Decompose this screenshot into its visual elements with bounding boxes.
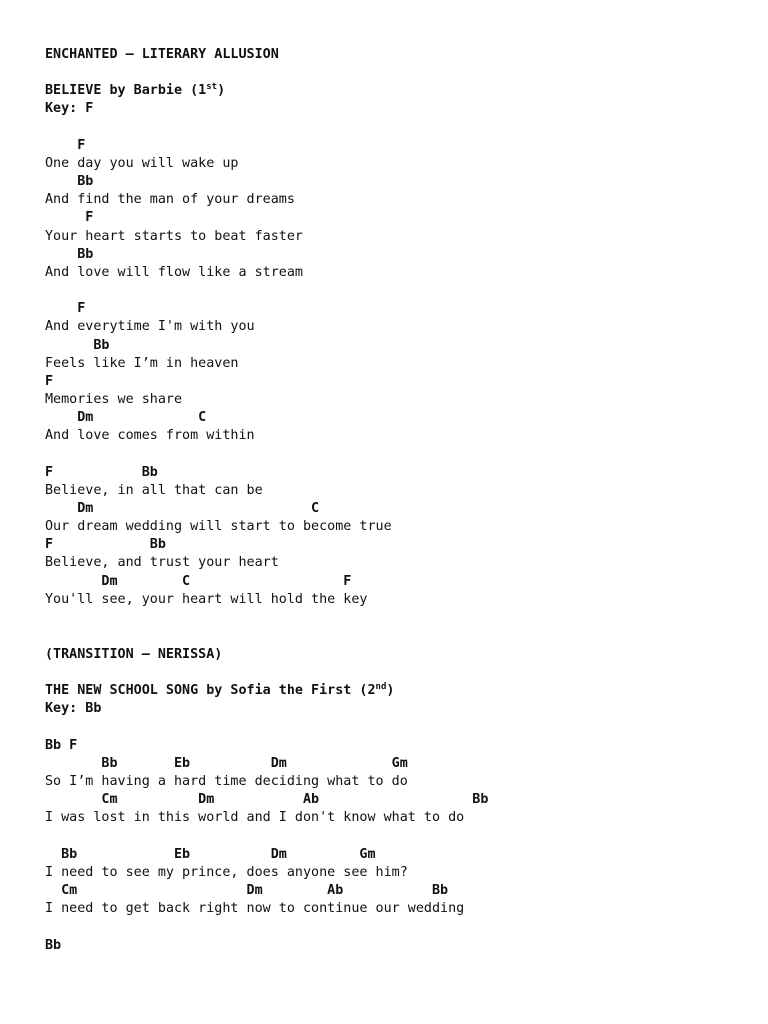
chord-line: F bbox=[45, 210, 94, 225]
chord-line: Bb bbox=[45, 938, 62, 953]
song2-title-ordinal: nd bbox=[375, 682, 387, 692]
lyric-line: And love will flow like a stream bbox=[45, 265, 303, 280]
chord-line: Cm Dm Ab Bb bbox=[45, 883, 449, 898]
lyric-line: You'll see, your heart will hold the key bbox=[45, 592, 368, 607]
lyric-line: And find the man of your dreams bbox=[45, 192, 295, 207]
lyric-line: One day you will wake up bbox=[45, 156, 239, 171]
lyric-line: So I’m having a hard time deciding what to do bbox=[45, 774, 408, 789]
lyric-line: I need to get back right now to continue our wedding bbox=[45, 901, 465, 916]
lyric-line: Believe, in all that can be bbox=[45, 483, 263, 498]
transition-note: (TRANSITION – NERISSA) bbox=[45, 647, 223, 662]
chord-line: Bb bbox=[45, 174, 94, 189]
lyric-line: Memories we share bbox=[45, 392, 183, 407]
document-heading: ENCHANTED – LITERARY ALLUSION bbox=[45, 47, 279, 62]
song1-key: Key: F bbox=[45, 101, 94, 116]
chord-line: F Bb bbox=[45, 465, 158, 480]
song2-title bbox=[45, 682, 394, 700]
chord-line: Bb bbox=[45, 338, 110, 353]
lyric-line: And everytime I'm with you bbox=[45, 319, 255, 334]
song1-title-close: ) bbox=[217, 83, 226, 98]
chord-line: Bb bbox=[45, 247, 94, 262]
song2-title-close: ) bbox=[386, 683, 395, 698]
chord-line: Bb F bbox=[45, 738, 78, 753]
lyric-line: Believe, and trust your heart bbox=[45, 555, 279, 570]
song1-title-ordinal: st bbox=[206, 82, 218, 92]
chord-line: Cm Dm Ab Bb bbox=[45, 792, 489, 807]
song1-title-text: BELIEVE by Barbie (1 bbox=[45, 83, 207, 98]
chord-line: Bb Eb Dm Gm bbox=[45, 756, 408, 771]
song2-key: Key: Bb bbox=[45, 701, 102, 716]
lyric-line: Our dream wedding will start to become true bbox=[45, 519, 392, 534]
lyric-line: I need to see my prince, does anyone see him? bbox=[45, 865, 408, 880]
chord-line: Bb Eb Dm Gm bbox=[45, 847, 376, 862]
song1-title bbox=[45, 82, 225, 100]
lyric-line: I was lost in this world and I don't know what to do bbox=[45, 810, 465, 825]
chord-line: F bbox=[45, 301, 86, 316]
song2-title-text: THE NEW SCHOOL SONG by Sofia the First (2 bbox=[45, 683, 376, 698]
chord-line: F Bb bbox=[45, 537, 166, 552]
chord-line: Dm C bbox=[45, 410, 207, 425]
chord-line: F bbox=[45, 138, 86, 153]
chord-line: Dm C F bbox=[45, 574, 352, 589]
lyric-line: Your heart starts to beat faster bbox=[45, 229, 303, 244]
lyric-line: Feels like I’m in heaven bbox=[45, 356, 239, 371]
lyric-line: And love comes from within bbox=[45, 428, 255, 443]
chord-line: F bbox=[45, 374, 54, 389]
chord-line: Dm C bbox=[45, 501, 320, 516]
